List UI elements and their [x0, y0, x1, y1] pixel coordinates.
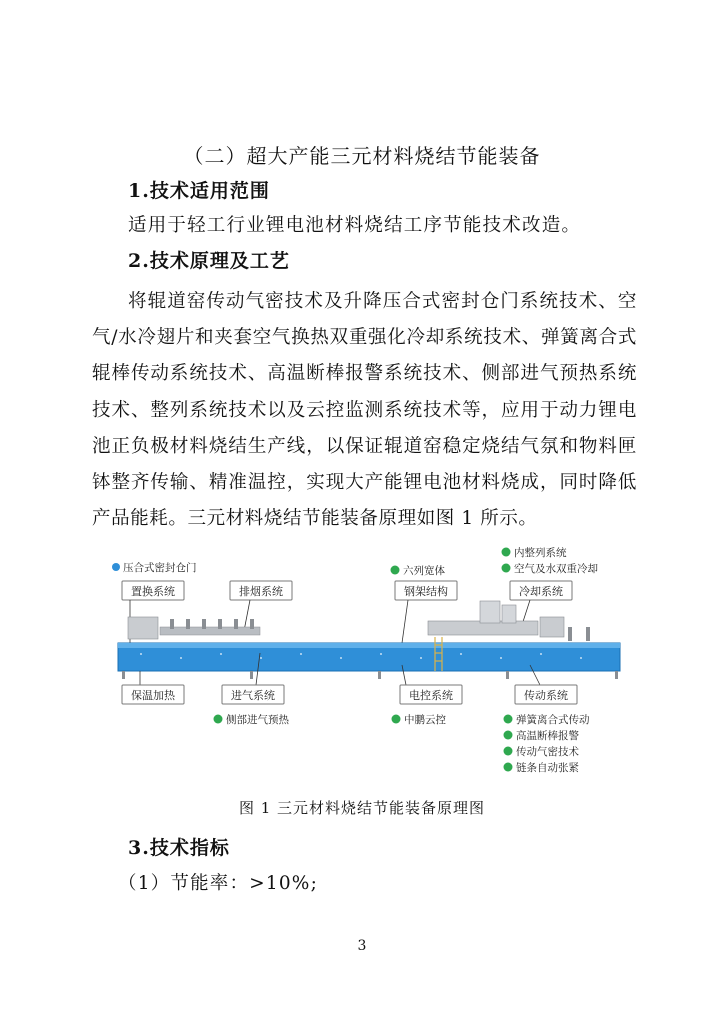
indicator-item-1: （1）节能率：>10%; [118, 873, 319, 894]
principle-line: 将辊道窑传动气密技术及升降压合式密封仓门系统技术、空 [128, 291, 637, 312]
figure-caption: 图 1 三元材料烧结节能装备原理图 [238, 799, 486, 817]
bullet-label: 压合式密封仓门 [123, 562, 197, 574]
section-title: （二）超大产能三元材料烧结节能装备 [183, 144, 541, 168]
principle-line: 气/水冷翅片和夹套空气换热双重强化冷却系统技术、弹簧离合式 [92, 327, 637, 349]
heading-scope: 1.技术适用范围 [128, 180, 270, 202]
bullet-label: 内整列系统 [514, 547, 567, 559]
bullet-dot-icon [502, 564, 511, 573]
bullet-dot-icon [504, 763, 513, 772]
heading-principle: 2.技术原理及工艺 [128, 250, 290, 272]
box-insulation-heating [122, 685, 184, 704]
svg-text:置换系统: 置换系统 [131, 585, 175, 598]
box-steel-frame [395, 581, 457, 600]
bullet-label: 高温断棒报警 [516, 730, 579, 742]
box-replacement-system [122, 581, 184, 600]
principle-paragraph [92, 284, 637, 537]
bullet-top-right-1 [502, 546, 567, 559]
scope-text: 适用于轻工行业锂电池材料烧结工序节能技术改造。 [128, 215, 582, 236]
bullet-dot-icon [504, 715, 513, 724]
svg-text:进气系统: 进气系统 [231, 689, 275, 702]
svg-text:电控系统: 电控系统 [409, 689, 453, 702]
bullet-dot-icon [392, 715, 401, 724]
svg-text:钢架结构: 钢架结构 [404, 585, 448, 598]
svg-text:排烟系统: 排烟系统 [239, 585, 283, 598]
bullet-dot-icon [214, 715, 223, 724]
bullet-label: 中鹏云控 [404, 714, 446, 726]
box-intake-system [222, 685, 284, 704]
kiln-body [118, 637, 620, 679]
bullet-label: 弹簧离合式传动 [516, 714, 590, 726]
bullet-dot-icon [391, 566, 400, 575]
bullet-bottom-right-1 [504, 713, 590, 726]
bullet-bottom-right-3 [504, 745, 580, 758]
principle-line: 池正负极材料烧结生产线，以保证辊道窑稳定烧结气氛和物料匣 [92, 435, 637, 457]
equipment-diagram [110, 545, 630, 790]
box-exhaust-system [230, 581, 292, 600]
bullet-bottom-left [214, 713, 290, 726]
box-transmission-system [515, 685, 577, 704]
bullet-dot-icon [502, 548, 511, 557]
bullet-label: 六列宽体 [403, 565, 445, 577]
bullet-dot-icon [504, 747, 513, 756]
kiln-top-equipment [128, 601, 590, 641]
bullet-top-right-2 [502, 562, 599, 575]
bullet-top-left [112, 561, 197, 574]
heading-indicators: 3.技术指标 [128, 837, 230, 859]
bullet-dot-icon [504, 731, 513, 740]
bullet-bottom-right-2 [504, 729, 580, 742]
bullet-bottom-right-4 [504, 761, 580, 774]
bullet-label: 传动气密技术 [516, 746, 579, 758]
page-number: 3 [357, 938, 367, 954]
svg-text:保温加热: 保温加热 [131, 689, 175, 702]
bullet-label: 链条自动张紧 [516, 762, 579, 774]
bullet-bottom-mid [392, 713, 447, 726]
bullet-label: 侧部进气预热 [226, 714, 289, 726]
svg-text:冷却系统: 冷却系统 [519, 585, 563, 598]
box-cooling-system [510, 581, 572, 600]
box-electric-control [400, 685, 462, 704]
bullet-dot-icon [112, 563, 120, 571]
bullet-label: 空气及水双重冷却 [514, 563, 598, 575]
principle-line: 钵整齐传输、精准温控，实现大产能锂电池材料烧成，同时降低 [92, 472, 637, 494]
svg-text:传动系统: 传动系统 [524, 689, 568, 702]
principle-line: 技术、整列系统技术以及云控监测系统技术等，应用于动力锂电 [92, 399, 637, 421]
principle-line: 辊棒传动系统技术、高温断棒报警系统技术、侧部进气预热系统 [92, 363, 637, 385]
bullet-top-mid [391, 564, 446, 577]
principle-line: 产品能耗。三元材料烧结节能装备原理如图 1 所示。 [92, 508, 538, 530]
